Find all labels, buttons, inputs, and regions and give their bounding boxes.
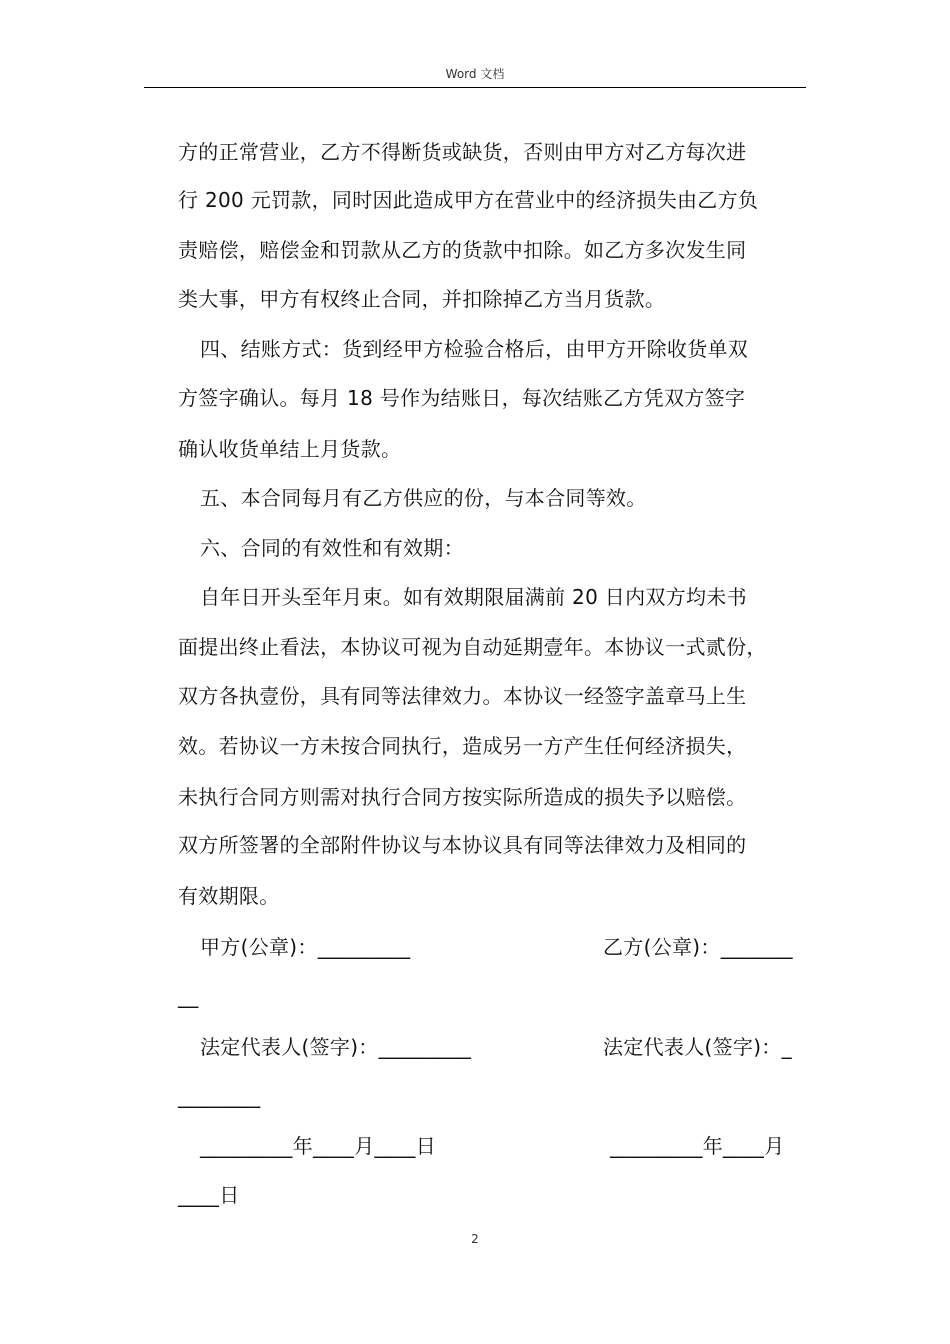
party-b-date-field-wrap: ____日 [178, 1183, 240, 1207]
party-b-representative-field-wrap: ________ [178, 1084, 261, 1108]
page-number: 2 [471, 1232, 479, 1246]
body-line: 自年日开头至年月束。如有效期限届满前 20 日内双方均未书 [200, 585, 747, 609]
body-line: 六、合同的有效性和有效期： [200, 536, 464, 560]
body-line: 责赔偿，赔偿金和罚款从乙方的货款中扣除。如乙方多次发生同 [178, 238, 747, 262]
page-header: Word 文档 [445, 67, 505, 81]
body-line: 双方各执壹份，具有同等法律效力。本协议一经签字盖章马上生 [178, 684, 747, 708]
body-line: 四、结账方式：货到经甲方检验合格后，由甲方开除收货单双 [200, 337, 749, 361]
body-line: 五、本合同每月有乙方供应的份，与本合同等效。 [200, 486, 647, 510]
body-line: 行 200 元罚款，同时因此造成甲方在营业中的经济损失由乙方负 [178, 188, 759, 212]
body-line: 类大事，甲方有权终止合同，并扣除掉乙方当月货款。 [178, 287, 666, 311]
party-b-date-field: _________年____月 [610, 1134, 785, 1158]
party-b-seal-field-wrap: __ [178, 984, 199, 1008]
body-line: 双方所签署的全部附件协议与本协议具有同等法律效力及相同的 [178, 833, 747, 857]
body-line: 面提出终止看法，本协议可视为自动延期壹年。本协议一式贰份， [178, 635, 767, 659]
header-divider [144, 87, 806, 88]
body-line: 效。若协议一方未按合同执行，造成另一方产生任何经济损失， [178, 734, 747, 758]
body-line: 未执行合同方则需对执行合同方按实际所造成的损失予以赔偿。 [178, 785, 747, 809]
body-line: 有效期限。 [178, 884, 280, 908]
party-a-seal-field: 甲方(公章)：_________ [200, 935, 411, 959]
party-a-date-field: _________年____月____日 [200, 1134, 436, 1158]
body-line: 方签字确认。每月 18 号作为结账日，每次结账乙方凭双方签字 [178, 386, 746, 410]
party-b-representative-field: 法定代表人(签字)：_ [603, 1035, 792, 1059]
party-a-representative-field: 法定代表人(签字)：_________ [200, 1035, 472, 1059]
body-line: 确认收货单结上月货款。 [178, 437, 402, 461]
party-b-seal-field: 乙方(公章)：_______ [603, 935, 793, 959]
body-line: 方的正常营业，乙方不得断货或缺货，否则由甲方对乙方每次进 [178, 140, 747, 164]
